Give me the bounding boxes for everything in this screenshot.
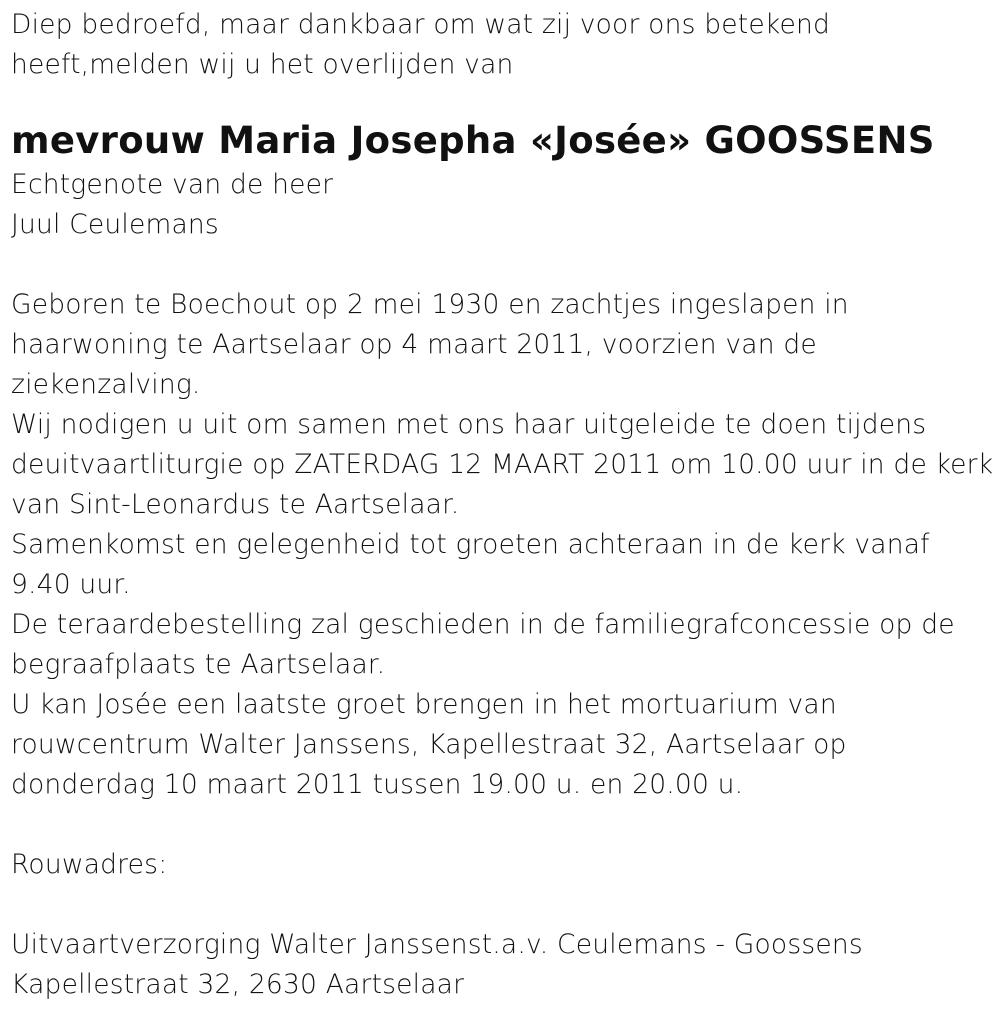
body-line: U kan Josée een laatste groet brengen in het mortuarium van	[11, 689, 837, 720]
notice-body	[11, 285, 994, 805]
body-line: ziekenzalving.	[11, 369, 201, 400]
intro-line: heeft,melden wij u het overlijden van	[11, 49, 514, 80]
body-line: haarwoning te Aartselaar op 4 maart 2011, voorzien van de	[11, 329, 817, 360]
body-line: rouwcentrum Walter Janssens, Kapellestraat 32, Aartselaar op	[11, 729, 847, 760]
death-notice	[11, 0, 994, 1005]
body-line: Samenkomst en gelegenheid tot groeten achteraan in de kerk vanaf	[11, 529, 930, 560]
address-line: Uitvaartverzorging Walter Janssenst.a.v. Ceulemans - Goossens	[11, 929, 863, 960]
spouse-line: Juul Ceulemans	[11, 209, 219, 240]
body-line: van Sint-Leonardus te Aartselaar.	[11, 489, 460, 520]
deceased-name: mevrouw Maria Josepha «Josée» GOOSSENS	[11, 119, 935, 162]
spacer	[11, 885, 991, 925]
intro-text	[11, 5, 991, 85]
body-line: 9.40 uur.	[11, 569, 131, 600]
body-line: De teraardebestelling zal geschieden in de familiegrafconcessie op de	[11, 609, 955, 640]
body-line: Wij nodigen u uit om samen met ons haar uitgeleide te doen tijdens	[11, 409, 927, 440]
body-line: Geboren te Boechout op 2 mei 1930 en zachtjes ingeslapen in	[11, 289, 849, 320]
address-line: Kapellestraat 32, 2630 Aartselaar	[11, 969, 465, 1000]
body-line: deuitvaartliturgie op ZATERDAG 12 MAART 2011 om 10.00 uur in de kerk	[11, 449, 994, 480]
intro-line: Diep bedroefd, maar dankbaar om wat zij voor ons betekend	[11, 9, 830, 40]
body-line: donderdag 10 maart 2011 tussen 19.00 u. en 20.00 u.	[11, 769, 744, 800]
address-label: Rouwadres:	[11, 849, 168, 880]
spouse-info	[11, 165, 991, 245]
spacer	[11, 805, 991, 845]
body-line: begraafplaats te Aartselaar.	[11, 649, 386, 680]
spacer	[11, 245, 991, 285]
mourning-address	[11, 925, 991, 1005]
spouse-line: Echtgenote van de heer	[11, 169, 334, 200]
